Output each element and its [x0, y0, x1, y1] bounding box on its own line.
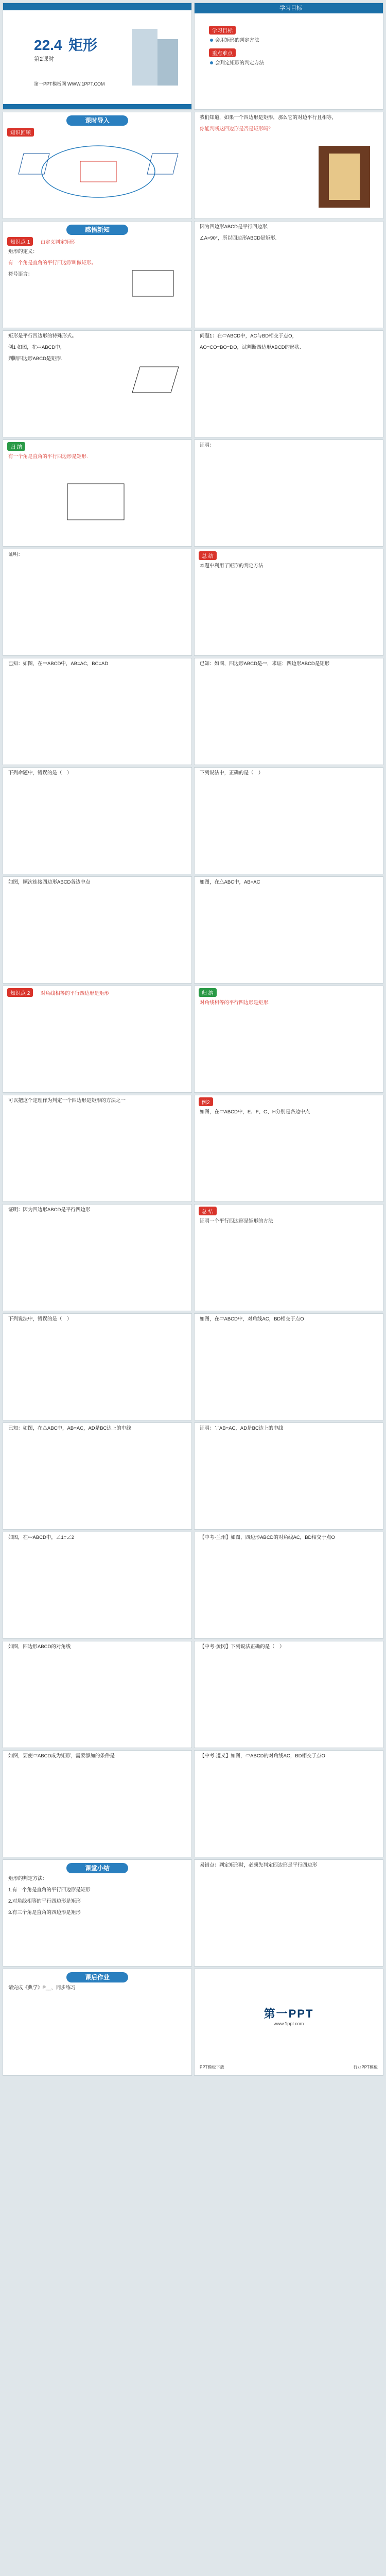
practice5-slide	[3, 1532, 191, 1638]
intro-question: 你能判断这四边形是否是矩形吗？	[200, 126, 273, 132]
example1-line2: 例1 如图，在▱ABCD中，	[8, 345, 65, 350]
problem1-line1: 问题1：在▱ABCD中，AC与BD相交于点O，	[200, 333, 297, 339]
ending-site: www.1ppt.com	[273, 2021, 304, 2026]
goals-tag-1: 学习目标	[209, 26, 236, 35]
exercise4-slide	[195, 768, 383, 874]
practice3-text: 已知：如图，在△ABC中，AB=AC，AD是BC边上的中线	[8, 1426, 131, 1431]
bullet-icon	[210, 39, 213, 42]
knowledge-tag-text: 由定义判定矩形	[40, 240, 75, 245]
practice4-slide	[195, 1423, 383, 1529]
summary3-slide	[195, 1205, 383, 1311]
practice2-slide	[195, 1314, 383, 1420]
cover-subtitle: 第2课时	[34, 56, 55, 62]
review-slide	[3, 112, 191, 218]
goal-2: 会判定矩形的判定方法	[215, 60, 265, 66]
definition-conclusion: ∠A=90°，所以四边形ABCD是矩形.	[200, 235, 277, 241]
cover-slide	[3, 3, 191, 109]
cover-site: 第一PPT模板网 WWW.1PPT.COM	[34, 81, 105, 87]
parallelogram-figure	[130, 362, 181, 398]
ending-logo: 第一PPT	[264, 2007, 314, 2020]
definition-slide	[195, 222, 383, 328]
goal-1: 会用矩形的判定方法	[215, 38, 259, 43]
door-picture	[316, 143, 373, 210]
exercise3-slide	[3, 768, 191, 874]
practice1-text: 下列说法中，错误的是（ ）	[8, 1316, 72, 1322]
point2-tag-text: 对角线相等的平行四边形是矩形	[40, 991, 109, 996]
recap-right-slide	[195, 1860, 383, 1966]
summary3-tag: 总 结	[199, 1207, 217, 1215]
practice7-text: 如图，四边形ABCD的对角线	[8, 1644, 71, 1650]
ending-left: PPT模板下载	[200, 2065, 224, 2070]
example2-slide	[195, 1095, 383, 1201]
point2-tag: 知识点 2	[7, 988, 33, 997]
intro-text: 我们知道，如果一个四边形是矩形，那么它的对边平行且相等，	[200, 115, 337, 121]
summary-text: 有一个角是直角的平行四边形是矩形.	[8, 454, 88, 460]
goals-slide	[195, 3, 383, 109]
summary2-tag: 归 纳	[199, 988, 217, 997]
explore-banner: 感悟新知	[66, 225, 128, 235]
point2-slide	[3, 986, 191, 1092]
ending-slide	[195, 1969, 383, 2075]
quadrilateral-diagram	[13, 138, 183, 205]
problem1-line2: AO=CO=BO=DO，试判断四边形ABCD的形状.	[200, 345, 301, 350]
summary3-text: 证明一个平行四边形是矩形的方法	[200, 1218, 273, 1224]
theorem-text: 可以把这个定理作为判定一个四边形是矩形的方法之一	[8, 1098, 126, 1104]
goals-tag-2: 重点难点	[209, 48, 236, 57]
conclusion-slide	[195, 549, 383, 655]
summary2-text: 对角线相等的平行四边形是矩形.	[200, 1000, 270, 1006]
exercise2-text: 已知：如图，四边形ABCD是▱，求证：四边形ABCD是矩形	[200, 661, 330, 667]
rectangle-figure-2	[65, 481, 127, 522]
conclusion-text: 本题中利用了矩形的判定方法	[200, 563, 264, 569]
problem1-slide	[195, 331, 383, 437]
ending-right: 行业PPT模板	[353, 2065, 378, 2070]
example2-proof-slide	[3, 1205, 191, 1311]
intro-slide	[195, 112, 383, 218]
cover-section: 22.4	[34, 37, 62, 53]
theorem-slide	[3, 1095, 191, 1201]
practice5-text: 如图，在▱ABCD中，∠1=∠2	[8, 1535, 75, 1540]
recap-item-1: 1.有一个角是直角的平行四边形是矩形	[8, 1887, 91, 1893]
rectangle-figure	[130, 268, 176, 299]
exercise2-slide	[195, 658, 383, 765]
review-banner: 课时导入	[66, 115, 128, 126]
proof-slide	[195, 440, 383, 546]
cover-title: 矩形	[68, 37, 97, 53]
conclusion-tag: 总 结	[199, 551, 217, 560]
goals-header: 学习目标	[195, 3, 383, 13]
example2-text: 如图，在▱ABCD中，E、F、G、H分别是各边中点	[200, 1109, 310, 1115]
practice6-text: 【中考·兰州】如图，四边形ABCD的对角线AC，BD相交于点O	[200, 1535, 335, 1540]
practice10-text: 【中考·遵义】如图，▱ABCD的对角线AC，BD相交于点O	[200, 1753, 325, 1759]
exercise1-slide	[3, 658, 191, 765]
homework-banner: 课后作业	[66, 1972, 128, 1982]
exercise4-text: 下列说法中，正确的是（ ）	[200, 770, 264, 776]
bullet-icon	[210, 61, 213, 64]
example1-line3: 判断四边形ABCD是矩形.	[8, 356, 63, 362]
summary-tag: 归 纳	[7, 442, 25, 451]
practice8-text: 【中考·黄冈】下列说法正确的是（ ）	[200, 1644, 285, 1650]
practice3-slide	[3, 1423, 191, 1529]
example1-line1: 矩形是平行四边形的特殊形式。	[8, 333, 77, 339]
exercise5-text: 如图，顺次连接四边形ABCD各边中点	[8, 879, 91, 885]
explore-slide	[3, 222, 191, 328]
definition-detail: 因为四边形ABCD是平行四边形，	[200, 224, 272, 230]
example2-proof-text: 证明：因为四边形ABCD是平行四边形	[8, 1207, 91, 1213]
practice4-text: 证明：∵AB=AC，AD是BC边上的中线	[200, 1426, 284, 1431]
exercise3-text: 下列命题中，错误的是（ ）	[8, 770, 72, 776]
proof-detail-label: 证明：	[8, 552, 23, 557]
exercise6-slide	[195, 877, 383, 983]
example2-tag: 例2	[199, 1097, 213, 1106]
homework-text: 请完成《典学》P__，同步练习	[8, 1985, 76, 1991]
recap-item-3: 3.有三个角是直角的四边形是矩形	[8, 1910, 81, 1916]
practice10-slide	[195, 1751, 383, 1857]
recap-banner: 课堂小结	[66, 1863, 128, 1873]
proof-label: 证明：	[200, 443, 215, 448]
example1-slide	[3, 331, 191, 437]
practice2-text: 如图，在▱ABCD中，对角线AC，BD相交于点O	[200, 1316, 304, 1322]
practice9-text: 如图，要使▱ABCD成为矩形，需要添加的条件是	[8, 1753, 115, 1759]
exercise6-text: 如图，在△ABC中，AB=AC	[200, 879, 260, 885]
building-graphic	[121, 19, 183, 96]
symbol-label: 符号语言：	[8, 272, 33, 277]
practice8-slide	[195, 1641, 383, 1748]
practice7-slide	[3, 1641, 191, 1748]
summary1-slide	[3, 440, 191, 546]
recap-slide	[3, 1860, 191, 1966]
practice1-slide	[3, 1314, 191, 1420]
proof-detail-slide	[3, 549, 191, 655]
practice9-slide	[3, 1751, 191, 1857]
recap-item-2: 2.对角线相等的平行四边形是矩形	[8, 1899, 81, 1904]
definition-text: 有一个角是直角的平行四边形叫做矩形。	[8, 260, 97, 266]
definition-label: 矩形的定义：	[8, 249, 38, 255]
exercise5-slide	[3, 877, 191, 983]
homework-slide	[3, 1969, 191, 2075]
review-label: 知识回顾	[7, 128, 34, 137]
exercise1-text: 已知：如图，在▱ABCD中，AB=AC，BC=AD	[8, 661, 109, 667]
practice6-slide	[195, 1532, 383, 1638]
knowledge-tag: 知识点 1	[7, 237, 33, 246]
recap-item-0: 矩形的判定方法：	[8, 1876, 48, 1882]
summary2-slide	[195, 986, 383, 1092]
recap-right-text: 易错点：判定矩形时，必须先判定四边形是平行四边形	[200, 1862, 318, 1868]
